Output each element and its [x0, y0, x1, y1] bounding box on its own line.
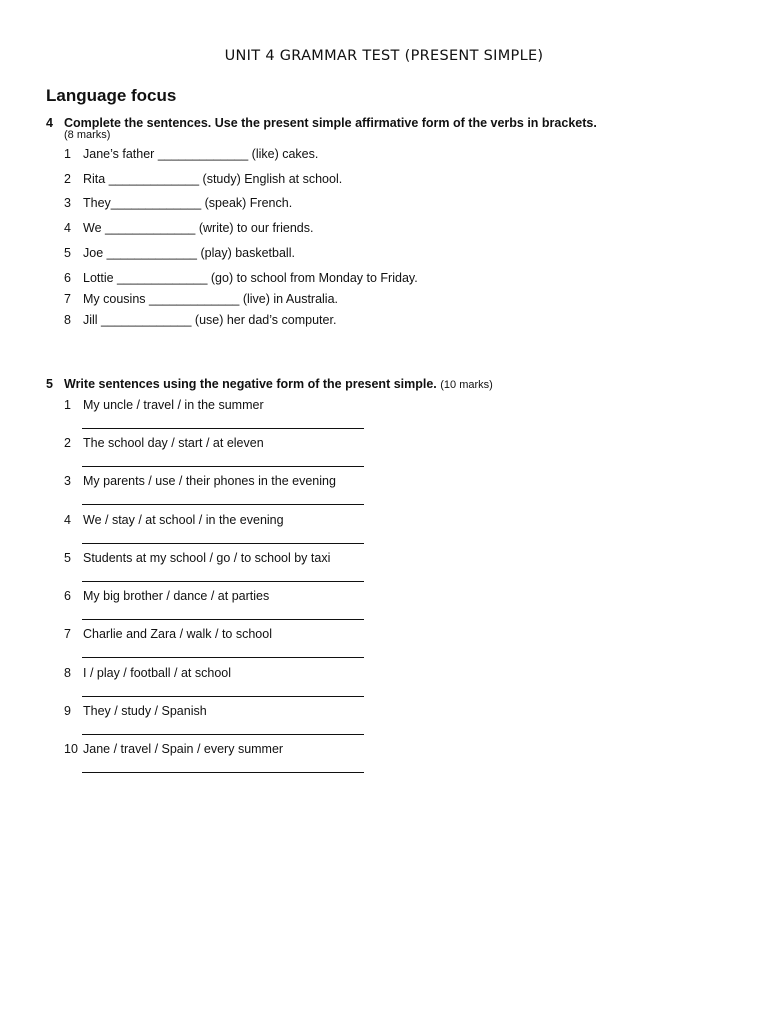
item-number: 8 [64, 313, 71, 327]
exercise-5-instruction-row [64, 377, 493, 391]
item-number: 3 [64, 196, 71, 210]
answer-line[interactable] [82, 657, 364, 658]
item-number: 2 [64, 172, 71, 186]
item-number: 7 [64, 292, 71, 306]
item-text: We / stay / at school / in the evening [83, 513, 284, 527]
item-number: 4 [64, 221, 71, 235]
item-text: Joe _____________ (play) basketball. [83, 246, 295, 260]
answer-line[interactable] [82, 581, 364, 582]
item-number: 8 [64, 666, 71, 680]
item-text: Jane / travel / Spain / every summer [83, 742, 284, 756]
answer-line[interactable] [82, 504, 364, 505]
item-number: 5 [64, 246, 71, 260]
item-number: 6 [64, 271, 71, 285]
item-number: 10 [64, 742, 78, 756]
item-text: My uncle / travel / in the summer [83, 398, 264, 412]
item-number: 9 [64, 704, 71, 718]
page-title: UNIT 4 GRAMMAR TEST (PRESENT SIMPLE) [224, 48, 544, 64]
exercise-4-instruction: Complete the sentences. Use the present simple affirmative form of the verbs in brackets. [64, 116, 597, 130]
item-number: 6 [64, 589, 71, 603]
answer-line[interactable] [82, 696, 364, 697]
item-text: Jill _____________ (use) her dad’s computer. [83, 313, 337, 327]
item-text: My cousins _____________ (live) in Australia. [83, 292, 339, 306]
item-text: They / study / Spanish [83, 704, 207, 718]
item-number: 3 [64, 474, 71, 488]
answer-line[interactable] [82, 466, 364, 467]
exercise-4-number: 4 [46, 116, 53, 130]
item-text: We _____________ (write) to our friends. [83, 221, 314, 235]
item-text: The school day / start / at eleven [83, 436, 264, 450]
answer-line[interactable] [82, 772, 364, 773]
exercise-5-number: 5 [46, 377, 53, 391]
item-number: 4 [64, 513, 71, 527]
item-text: My parents / use / their phones in the evening [83, 474, 336, 488]
answer-line[interactable] [82, 543, 364, 544]
item-text: I / play / football / at school [83, 666, 231, 680]
item-number: 1 [64, 147, 71, 161]
item-text: My big brother / dance / at parties [83, 589, 270, 603]
answer-line[interactable] [82, 619, 364, 620]
item-text: Charlie and Zara / walk / to school [83, 627, 272, 641]
item-text: They_____________ (speak) French. [83, 196, 293, 210]
answer-line[interactable] [82, 734, 364, 735]
item-text: Jane’s father _____________ (like) cakes. [83, 147, 319, 161]
section-heading: Language focus [46, 86, 177, 105]
item-number: 2 [64, 436, 71, 450]
answer-line[interactable] [82, 428, 364, 429]
item-number: 7 [64, 627, 71, 641]
exercise-5-marks: (10 marks) [440, 379, 493, 391]
item-number: 1 [64, 398, 71, 412]
item-text: Students at my school / go / to school by taxi [83, 551, 331, 565]
item-text: Rita _____________ (study) English at school. [83, 172, 343, 186]
exercise-4-marks: (8 marks) [64, 129, 111, 141]
item-number: 5 [64, 551, 71, 565]
item-text: Lottie _____________ (go) to school from Monday to Friday. [83, 271, 418, 285]
exercise-5-instruction: Write sentences using the negative form of the present simple. [64, 377, 437, 391]
